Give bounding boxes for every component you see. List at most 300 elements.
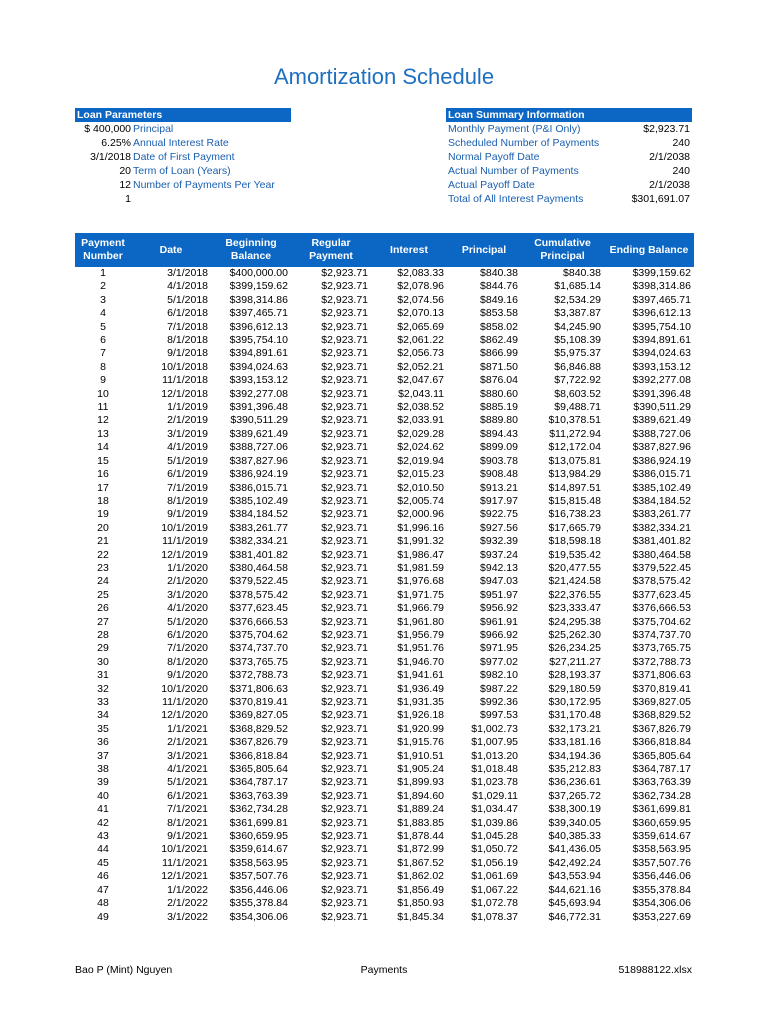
- table-cell: 3/1/2020: [167, 588, 208, 601]
- table-cell: $359,614.67: [632, 830, 691, 843]
- table-cell: $2,923.71: [321, 441, 368, 454]
- table-cell: $2,000.96: [397, 508, 444, 521]
- table-row: [75, 736, 694, 749]
- column-header: Payment Number: [75, 233, 131, 267]
- table-cell: 12/1/2019: [161, 548, 208, 561]
- loan-summary-label: Monthly Payment (P&I Only): [448, 123, 581, 135]
- table-cell: $391,396.48: [229, 401, 288, 414]
- table-cell: $942.13: [480, 561, 518, 574]
- table-cell: $1,951.76: [397, 642, 444, 655]
- table-cell: $362,734.28: [229, 803, 288, 816]
- table-cell: $354,306.06: [229, 910, 288, 923]
- table-cell: $1,061.69: [471, 870, 518, 883]
- table-row: [75, 495, 694, 508]
- table-cell: 5/1/2020: [167, 615, 208, 628]
- table-cell: $2,923.71: [321, 763, 368, 776]
- table-cell: $2,923.71: [321, 535, 368, 548]
- table-cell: $2,056.73: [397, 347, 444, 360]
- table-cell: $37,265.72: [548, 789, 601, 802]
- table-cell: $12,172.04: [548, 441, 601, 454]
- table-cell: $398,314.86: [229, 293, 288, 306]
- table-row: [75, 884, 694, 897]
- table-cell: $1,926.18: [397, 709, 444, 722]
- table-cell: 7/1/2019: [167, 481, 208, 494]
- table-cell: $2,923.71: [321, 468, 368, 481]
- table-cell: $2,923.71: [321, 843, 368, 856]
- table-row: [75, 361, 694, 374]
- table-cell: $2,923.71: [321, 682, 368, 695]
- table-cell: $386,015.71: [632, 468, 691, 481]
- table-row: [75, 334, 694, 347]
- table-cell: $394,024.63: [229, 360, 288, 373]
- table-cell: $1,996.16: [397, 521, 444, 534]
- footer-author: Bao P (Mint) Nguyen: [75, 964, 173, 976]
- table-cell: 8/1/2018: [167, 334, 208, 347]
- table-cell: $361,699.81: [229, 816, 288, 829]
- loan-parameter-row: [75, 136, 291, 150]
- table-cell: $42,492.24: [548, 856, 601, 869]
- table-cell: $2,923.71: [321, 347, 368, 360]
- table-row: [75, 830, 694, 843]
- table-cell: $2,033.91: [397, 414, 444, 427]
- table-cell: $894.43: [480, 427, 518, 440]
- loan-parameter-row: [75, 178, 291, 192]
- loan-summary-row: [446, 136, 692, 150]
- table-cell: $2,923.71: [321, 414, 368, 427]
- table-cell: 4: [100, 307, 106, 320]
- table-cell: $2,061.22: [397, 334, 444, 347]
- table-cell: 12: [97, 414, 109, 427]
- table-cell: $18,598.18: [548, 535, 601, 548]
- table-cell: 9/1/2019: [167, 508, 208, 521]
- column-header: Beginning Balance: [211, 233, 291, 267]
- table-cell: $377,623.45: [229, 602, 288, 615]
- table-cell: 9/1/2021: [167, 830, 208, 843]
- table-cell: $2,923.71: [321, 655, 368, 668]
- table-cell: $358,563.95: [632, 843, 691, 856]
- table-cell: $880.60: [480, 387, 518, 400]
- table-row: [75, 790, 694, 803]
- table-cell: 30: [97, 655, 109, 668]
- table-cell: 3/1/2018: [167, 267, 208, 279]
- table-cell: $2,923.71: [321, 307, 368, 320]
- table-row: [75, 575, 694, 588]
- table-cell: $966.92: [480, 628, 518, 641]
- table-row: [75, 709, 694, 722]
- table-cell: $1,966.79: [397, 602, 444, 615]
- table-cell: $392,277.08: [632, 374, 691, 387]
- table-cell: $28,193.37: [548, 669, 601, 682]
- table-row: [75, 482, 694, 495]
- table-cell: $1,872.99: [397, 843, 444, 856]
- table-cell: $362,734.28: [632, 789, 691, 802]
- table-cell: $2,078.96: [397, 280, 444, 293]
- table-cell: $36,236.61: [548, 776, 601, 789]
- table-cell: $371,806.63: [229, 682, 288, 695]
- table-cell: 49: [97, 910, 109, 923]
- table-row: [75, 683, 694, 696]
- table-cell: $1,078.37: [471, 910, 518, 923]
- loan-summary-block: [446, 108, 692, 206]
- table-cell: $1,910.51: [397, 749, 444, 762]
- table-cell: $33,181.16: [548, 736, 601, 749]
- table-cell: $398,314.86: [632, 280, 691, 293]
- table-cell: $840.38: [563, 267, 601, 279]
- table-cell: $32,173.21: [548, 722, 601, 735]
- table-cell: $871.50: [480, 360, 518, 373]
- table-cell: $9,488.71: [554, 401, 601, 414]
- table-cell: $2,005.74: [397, 494, 444, 507]
- table-cell: $26,234.25: [548, 642, 601, 655]
- table-cell: $853.58: [480, 307, 518, 320]
- table-cell: $2,923.71: [321, 374, 368, 387]
- table-cell: $1,961.80: [397, 615, 444, 628]
- table-cell: $908.48: [480, 468, 518, 481]
- table-cell: $2,074.56: [397, 293, 444, 306]
- table-cell: $2,923.71: [321, 320, 368, 333]
- loan-parameter-value: 6.25%: [101, 137, 131, 149]
- table-cell: $913.21: [480, 481, 518, 494]
- table-cell: 34: [97, 709, 109, 722]
- table-cell: $2,923.71: [321, 588, 368, 601]
- table-cell: $2,923.71: [321, 548, 368, 561]
- table-cell: 36: [97, 736, 109, 749]
- table-row: [75, 535, 694, 548]
- table-cell: $393,153.12: [229, 374, 288, 387]
- table-cell: 8/1/2021: [167, 816, 208, 829]
- table-cell: $353,227.69: [632, 910, 691, 923]
- table-cell: $366,818.84: [229, 749, 288, 762]
- table-cell: $862.49: [480, 334, 518, 347]
- table-cell: 25: [97, 588, 109, 601]
- table-cell: $358,563.95: [229, 856, 288, 869]
- table-cell: 9/1/2020: [167, 669, 208, 682]
- table-cell: $1,867.52: [397, 856, 444, 869]
- table-cell: $2,923.71: [321, 615, 368, 628]
- table-cell: $2,923.71: [321, 454, 368, 467]
- table-cell: $1,072.78: [471, 897, 518, 910]
- table-cell: $840.38: [480, 267, 518, 279]
- table-cell: 1/1/2021: [167, 722, 208, 735]
- table-cell: $31,170.48: [548, 709, 601, 722]
- table-cell: 37: [97, 749, 109, 762]
- table-cell: $2,923.71: [321, 883, 368, 896]
- table-cell: $2,923.71: [321, 360, 368, 373]
- table-cell: 2/1/2020: [167, 575, 208, 588]
- amortization-table: [75, 233, 694, 924]
- table-row: [75, 843, 694, 856]
- table-cell: 2/1/2019: [167, 414, 208, 427]
- table-cell: $397,465.71: [632, 293, 691, 306]
- table-cell: $391,396.48: [632, 387, 691, 400]
- table-cell: $961.91: [480, 615, 518, 628]
- table-cell: 38: [97, 763, 109, 776]
- table-cell: $956.92: [480, 602, 518, 615]
- table-cell: 11: [97, 401, 109, 414]
- table-cell: 7/1/2020: [167, 642, 208, 655]
- table-cell: 1/1/2022: [167, 883, 208, 896]
- table-cell: $371,806.63: [632, 669, 691, 682]
- table-cell: 9: [100, 374, 106, 387]
- table-cell: 17: [97, 481, 109, 494]
- table-cell: $394,024.63: [632, 347, 691, 360]
- table-cell: $2,923.71: [321, 427, 368, 440]
- table-cell: $377,623.45: [632, 588, 691, 601]
- table-cell: 11/1/2020: [162, 696, 208, 708]
- table-cell: $951.97: [480, 588, 518, 601]
- table-row: [75, 307, 694, 320]
- table-cell: $2,923.71: [321, 856, 368, 869]
- loan-summary-header: Loan Summary Information: [446, 108, 692, 122]
- column-header: Date: [131, 233, 211, 267]
- table-cell: $388,727.06: [632, 427, 691, 440]
- table-cell: $359,614.67: [229, 843, 288, 856]
- table-row: [75, 468, 694, 481]
- table-cell: $1,971.75: [397, 588, 444, 601]
- table-cell: $2,019.94: [397, 454, 444, 467]
- table-cell: 20: [97, 521, 109, 534]
- table-cell: $45,693.94: [548, 897, 601, 910]
- table-cell: 15: [97, 454, 109, 467]
- table-cell: $899.09: [480, 441, 518, 454]
- table-cell: $30,172.95: [548, 696, 601, 708]
- table-cell: 10/1/2021: [161, 843, 208, 856]
- table-cell: $1,067.22: [471, 883, 518, 896]
- table-cell: $38,300.19: [548, 803, 601, 816]
- table-cell: $378,575.42: [229, 588, 288, 601]
- table-cell: $2,923.71: [321, 494, 368, 507]
- table-cell: $1,056.19: [471, 856, 518, 869]
- table-row: [75, 522, 694, 535]
- table-cell: $376,666.53: [632, 602, 691, 615]
- table-cell: 10/1/2020: [161, 682, 208, 695]
- table-cell: $14,897.51: [548, 481, 601, 494]
- table-cell: $354,306.06: [632, 897, 691, 910]
- loan-parameter-row: [75, 150, 291, 164]
- loan-summary-row: [446, 178, 692, 192]
- table-row: [75, 455, 694, 468]
- table-cell: $2,923.71: [321, 521, 368, 534]
- table-cell: $394,891.61: [632, 334, 691, 347]
- table-cell: $2,923.71: [321, 803, 368, 816]
- amortization-table-container: [75, 233, 694, 924]
- table-cell: 31: [97, 669, 109, 682]
- table-cell: $375,704.62: [229, 628, 288, 641]
- table-cell: $947.03: [480, 575, 518, 588]
- table-cell: 45: [97, 856, 109, 869]
- table-cell: $365,805.64: [229, 763, 288, 776]
- loan-summary-row: [446, 192, 692, 206]
- table-cell: $374,737.70: [632, 628, 691, 641]
- table-cell: $400,000.00: [229, 267, 288, 279]
- loan-parameter-label: Term of Loan (Years): [133, 165, 231, 177]
- column-header: Principal: [447, 233, 521, 267]
- table-cell: $2,923.71: [321, 280, 368, 293]
- table-cell: 41: [97, 803, 109, 816]
- table-cell: $2,923.71: [321, 736, 368, 749]
- table-row: [75, 817, 694, 830]
- table-cell: 13: [97, 427, 109, 440]
- table-cell: $373,765.75: [632, 642, 691, 655]
- table-cell: $2,923.71: [321, 642, 368, 655]
- table-row: [75, 347, 694, 360]
- table-cell: $386,924.19: [632, 454, 691, 467]
- loan-summary-label: Actual Payoff Date: [448, 179, 535, 191]
- table-cell: 18: [97, 494, 109, 507]
- table-cell: $46,772.31: [548, 910, 601, 923]
- table-cell: 5/1/2021: [167, 776, 208, 789]
- table-row: [75, 723, 694, 736]
- loan-summary-row: [446, 150, 692, 164]
- table-cell: $397,465.71: [229, 307, 288, 320]
- table-cell: $1,685.14: [554, 280, 601, 293]
- table-row: [75, 602, 694, 615]
- table-cell: $35,212.83: [548, 763, 601, 776]
- table-row: [75, 280, 694, 293]
- loan-parameters-header: Loan Parameters: [75, 108, 291, 122]
- table-cell: $2,923.71: [321, 830, 368, 843]
- table-cell: $2,015.23: [397, 468, 444, 481]
- table-cell: $2,923.71: [321, 334, 368, 347]
- loan-summary-label: Normal Payoff Date: [448, 151, 540, 163]
- table-row: [75, 857, 694, 870]
- table-cell: $364,787.17: [632, 763, 691, 776]
- loan-parameter-label: Principal: [133, 123, 174, 135]
- table-cell: $384,184.52: [229, 508, 288, 521]
- table-cell: $2,923.71: [321, 575, 368, 588]
- column-header: Interest: [371, 233, 447, 267]
- table-cell: $2,534.29: [554, 293, 601, 306]
- table-cell: 4/1/2018: [167, 280, 208, 293]
- table-cell: 40: [97, 789, 109, 802]
- table-cell: 48: [97, 897, 109, 910]
- loan-parameter-label: Number of Payments Per Year: [133, 179, 275, 191]
- table-cell: 47: [97, 883, 109, 896]
- table-cell: $849.16: [480, 293, 518, 306]
- table-cell: $376,666.53: [229, 615, 288, 628]
- table-cell: $372,788.73: [632, 655, 691, 668]
- table-cell: 29: [97, 642, 109, 655]
- table-cell: $385,102.49: [632, 481, 691, 494]
- table-cell: 43: [97, 830, 109, 843]
- table-cell: $2,038.52: [397, 401, 444, 414]
- table-cell: $1,976.68: [397, 575, 444, 588]
- table-cell: $1,850.93: [397, 897, 444, 910]
- table-cell: $379,522.45: [632, 561, 691, 574]
- table-row: [75, 750, 694, 763]
- table-cell: $1,956.79: [397, 628, 444, 641]
- table-cell: $390,511.29: [633, 401, 691, 414]
- table-cell: $2,923.71: [321, 910, 368, 923]
- table-cell: $381,401.82: [632, 535, 691, 548]
- table-cell: $386,015.71: [229, 481, 288, 494]
- table-cell: $2,024.62: [397, 441, 444, 454]
- table-cell: $1,941.61: [397, 669, 444, 682]
- table-cell: $1,018.48: [471, 763, 518, 776]
- table-cell: $997.53: [480, 709, 518, 722]
- table-cell: 3/1/2019: [167, 427, 208, 440]
- table-cell: $390,511.29: [230, 414, 288, 427]
- table-cell: $16,738.23: [548, 508, 601, 521]
- table-cell: $2,923.71: [321, 816, 368, 829]
- table-cell: 11/1/2019: [162, 535, 208, 548]
- table-cell: $1,981.59: [397, 561, 444, 574]
- table-header-row: [75, 233, 694, 267]
- table-cell: 26: [97, 602, 109, 615]
- table-cell: 4/1/2019: [167, 441, 208, 454]
- table-cell: $5,975.37: [554, 347, 601, 360]
- table-cell: $21,424.58: [548, 575, 601, 588]
- table-cell: 6/1/2019: [167, 468, 208, 481]
- table-cell: $1,946.70: [397, 655, 444, 668]
- table-cell: $369,827.05: [632, 696, 691, 708]
- table-cell: 23: [97, 561, 109, 574]
- table-row: [75, 267, 694, 280]
- table-cell: $1,045.28: [471, 830, 518, 843]
- table-cell: 10/1/2018: [161, 360, 208, 373]
- loan-parameter-row: [75, 192, 291, 206]
- table-body: [75, 267, 694, 924]
- table-cell: $1,889.24: [397, 803, 444, 816]
- table-cell: $2,923.71: [321, 870, 368, 883]
- loan-summary-row: [446, 164, 692, 178]
- table-cell: $378,575.42: [632, 575, 691, 588]
- table-row: [75, 401, 694, 414]
- table-cell: $987.22: [480, 682, 518, 695]
- table-cell: $1,894.60: [397, 789, 444, 802]
- loan-summary-row: [446, 122, 692, 136]
- table-cell: $365,805.64: [632, 749, 691, 762]
- table-cell: 2: [100, 280, 106, 293]
- table-cell: 9/1/2018: [167, 347, 208, 360]
- table-cell: $24,295.38: [548, 615, 601, 628]
- table-cell: $385,102.49: [229, 494, 288, 507]
- table-cell: $3,387.87: [554, 307, 601, 320]
- table-cell: $40,385.33: [548, 830, 601, 843]
- table-cell: $937.24: [480, 548, 518, 561]
- table-row: [75, 441, 694, 454]
- table-cell: $1,986.47: [397, 548, 444, 561]
- table-cell: $885.19: [480, 401, 518, 414]
- table-cell: $2,923.71: [321, 628, 368, 641]
- table-cell: 4/1/2021: [167, 763, 208, 776]
- table-cell: 3: [100, 293, 106, 306]
- table-cell: $395,754.10: [229, 334, 288, 347]
- table-cell: $41,436.05: [548, 843, 601, 856]
- table-row: [75, 428, 694, 441]
- table-row: [75, 803, 694, 816]
- table-cell: 10/1/2019: [161, 521, 208, 534]
- table-cell: $382,334.21: [632, 521, 691, 534]
- table-row: [75, 562, 694, 575]
- table-cell: $1,034.47: [471, 803, 518, 816]
- table-cell: $8,603.52: [554, 387, 601, 400]
- loan-parameters-rows: [75, 122, 291, 206]
- table-cell: $395,754.10: [632, 320, 691, 333]
- table-cell: $1,915.76: [397, 736, 444, 749]
- table-cell: $2,923.71: [321, 508, 368, 521]
- table-cell: $396,612.13: [229, 320, 288, 333]
- loan-summary-label: Scheduled Number of Payments: [448, 137, 600, 149]
- table-cell: 3/1/2021: [167, 749, 208, 762]
- table-cell: 33: [97, 696, 109, 708]
- loan-summary-label: Actual Number of Payments: [448, 165, 579, 177]
- table-cell: 2/1/2021: [167, 736, 208, 749]
- table-cell: 46: [97, 870, 109, 883]
- table-cell: $1,878.44: [397, 830, 444, 843]
- table-cell: $1,931.35: [397, 696, 444, 708]
- table-cell: 14: [97, 441, 109, 454]
